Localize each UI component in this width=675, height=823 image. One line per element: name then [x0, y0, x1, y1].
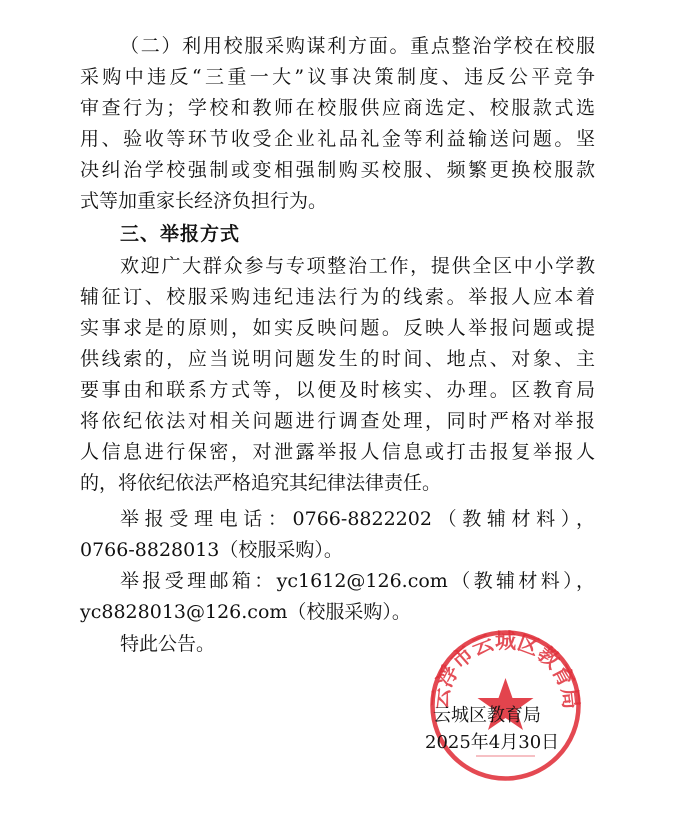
section-two-line-1: （二）利用校服采购谋利方面。重点整治学校在校服 — [120, 35, 595, 57]
section-three-line-3: 实事求是的原则，如实反映问题。反映人举报问题或提 — [80, 317, 595, 339]
section-three-line-2: 辅征订、校服采购违纪违法行为的线索。举报人应本着 — [80, 286, 595, 308]
section-three-line-8: 的，将依纪依法严格追究其纪律法律责任。 — [80, 472, 442, 494]
phone-line-2: 0766-8828013（校服采购）。 — [80, 539, 343, 561]
section-two-line-5: 决纠治学校强制或变相强制购买校服、频繁更换校服款 — [80, 159, 595, 181]
section-three-line-6: 将依纪依法对相关问题进行调查处理，同时严格对举报 — [80, 410, 595, 432]
issue-date: 2025年4月30日 — [425, 732, 560, 753]
email-line-1: 举报受理邮箱：yc1612@126.com（教辅材料）， — [120, 570, 595, 592]
section-two-line-6: 式等加重家长经济负担行为。 — [80, 190, 328, 212]
section-three-line-7: 人信息进行保密，对泄露举报人信息或打击报复举报人 — [80, 441, 595, 463]
section-two-line-2: 采购中违反“三重一大”议事决策制度、违反公平竞争 — [80, 66, 595, 88]
section-three-line-4: 供线索的，应当说明问题发生的时间、地点、对象、主 — [80, 348, 595, 370]
section-two-line-4: 用、验收等环节收受企业礼品礼金等利益输送问题。坚 — [80, 128, 595, 150]
section-three-line-1: 欢迎广大群众参与专项整治工作，提供全区中小学教 — [120, 255, 595, 277]
seal-text: 云浮市云城区教育局 — [428, 629, 583, 711]
phone-line-1: 举报受理电话：0766-8822202（教辅材料）， — [120, 508, 595, 530]
closing-line: 特此公告。 — [120, 633, 216, 655]
section-two-line-3: 审查行为；学校和教师在校服供应商选定、校服款式选 — [80, 97, 595, 119]
section-three-line-5: 要事由和联系方式等，以便及时核实、办理。区教育局 — [80, 379, 595, 401]
issuer-name: 云城区教育局 — [433, 705, 541, 726]
email-line-2: yc8828013@126.com（校服采购）。 — [80, 601, 411, 623]
section-three-heading: 三、举报方式 — [120, 223, 241, 245]
